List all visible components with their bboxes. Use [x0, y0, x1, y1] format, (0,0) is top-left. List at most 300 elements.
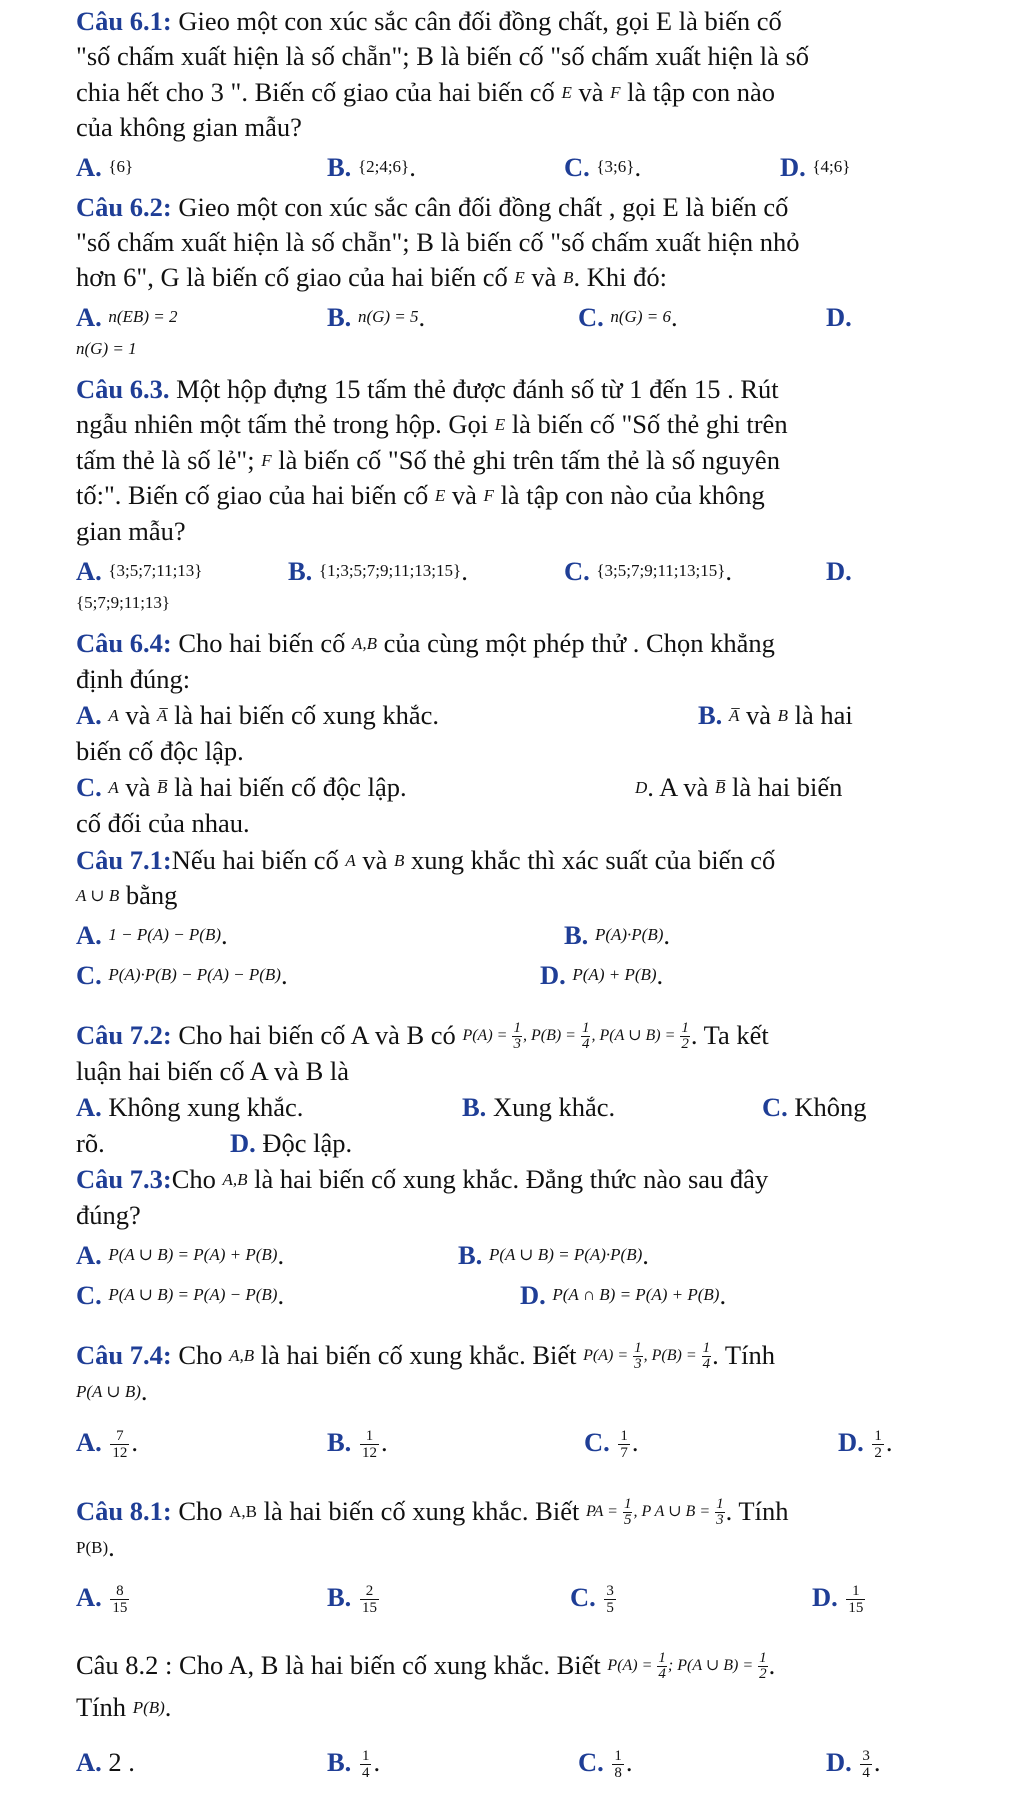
math-symbol: A — [477, 1027, 488, 1044]
option-label: C. — [570, 1582, 596, 1612]
math-symbol: A ∪ B — [614, 1027, 656, 1044]
option-b: B. n(G) = 5. — [327, 302, 426, 332]
math-symbol: P — [677, 1657, 688, 1674]
question-text: Gieo một con xúc sắc cân đối đồng chất , gọi E là biến cố — [171, 192, 789, 222]
numerator: 3 — [606, 1583, 614, 1600]
denominator: 3 — [716, 1511, 724, 1528]
option-b — [698, 698, 853, 733]
option-d — [826, 554, 852, 588]
option-d-value — [76, 586, 170, 620]
option-c: C. {3;5;7;9;11;13;15}. — [564, 556, 733, 586]
question-7-3-line-1 — [76, 1162, 768, 1197]
question-7-4-line-2: P(A ∪ B). — [76, 1376, 148, 1406]
question-6-1-line-4 — [76, 110, 302, 144]
option-value: {1;3;5;7;9;11;13;15} — [318, 561, 462, 580]
option-label: D — [635, 778, 648, 797]
question-text: là tập con nào — [620, 77, 776, 107]
numerator: 1 — [623, 1495, 632, 1512]
denominator: 4 — [581, 1035, 590, 1052]
option-b — [462, 1090, 615, 1124]
option-a — [76, 300, 177, 334]
option-value: P(A ∩ B) = P(A) + P(B) — [552, 1285, 720, 1304]
question-6-3-line-3 — [76, 443, 780, 478]
option-label: A. — [76, 1240, 102, 1270]
fraction — [657, 1651, 667, 1682]
question-text: Nếu hai biến cố — [171, 845, 346, 875]
fraction — [604, 1583, 616, 1616]
option-c: C. n(G) = 6. — [578, 302, 678, 332]
option-b: B. {1;3;5;7;9;11;13;15}. — [288, 556, 468, 586]
question-text: . Tính — [725, 1496, 789, 1526]
question-text: là hai biến cố xung khắc. Biết — [254, 1340, 584, 1370]
option-value: {6} — [108, 157, 134, 176]
option-text: và — [118, 772, 158, 802]
question-text: và — [355, 845, 395, 875]
question-text: và — [524, 262, 564, 292]
question-8-2-line-2: Tính P(B). — [76, 1692, 172, 1722]
option-a: A. 1 − P(A) − P(B). — [76, 920, 228, 950]
option-b: B. P(A)·P(B). — [564, 920, 670, 950]
fraction — [623, 1497, 633, 1528]
option-label: B. — [327, 152, 352, 182]
question-text: và — [445, 480, 484, 510]
option-text: là hai — [787, 700, 853, 730]
denominator: 7 — [620, 1445, 628, 1462]
option-d — [812, 1580, 867, 1616]
question-text: Cho hai biến cố — [171, 628, 353, 658]
math-symbol: B̅ — [157, 778, 168, 797]
numerator: 1 — [702, 1339, 711, 1356]
fraction — [715, 1497, 725, 1528]
denominator: 5 — [623, 1511, 632, 1528]
question-text: và — [571, 77, 611, 107]
question-text: đúng? — [76, 1200, 141, 1230]
option-value: P(A ∪ B) = P(A) − P(B) — [108, 1285, 278, 1304]
math-symbol: A̅ — [157, 706, 168, 725]
question-text: xung khắc thì xác suất của biến cố — [404, 845, 776, 875]
numerator: 1 — [846, 1583, 865, 1600]
question-text: là hai biến cố xung khắc. Đẳng thức nào sau đây — [247, 1164, 769, 1194]
option-d: D. $\frac{3}{4}$ . — [826, 1747, 881, 1782]
math-symbol: B — [777, 706, 788, 725]
denominator: 12 — [112, 1445, 128, 1462]
math-symbol: = — [660, 1027, 680, 1044]
option-c: C. P(A)·P(B) − P(A) − P(B). — [76, 960, 288, 990]
fraction — [633, 1341, 643, 1372]
math-symbol: B̅ — [715, 778, 726, 797]
math-symbol: , — [633, 1503, 642, 1520]
option-value: P(A ∪ B) = P(A)·P(B) — [488, 1245, 643, 1264]
question-text: "số chấm xuất hiện là số chẵn"; B là biến cố "số chấm xuất hiện là số — [76, 41, 810, 71]
math-symbol: B — [394, 851, 405, 870]
question-text: là biến cố "Số thẻ ghi trên tấm thẻ là số nguyên — [271, 445, 780, 475]
option-a — [76, 554, 202, 588]
math-symbol: A,B — [229, 1502, 258, 1521]
math-symbol: F — [483, 486, 494, 505]
question-text: tố:". Biến cố giao của hai biến cố — [76, 480, 435, 510]
numerator: 7 — [110, 1428, 129, 1445]
option-c — [570, 1580, 618, 1616]
math-symbol: E — [434, 486, 446, 505]
question-text: "số chấm xuất hiện là số chẵn"; B là biến cố "số chấm xuất hiện nhỏ — [76, 227, 800, 257]
option-b: B. $\frac{1}{4}$ . — [327, 1747, 381, 1782]
math-symbol: , — [522, 1027, 531, 1044]
option-a: A. P(A ∪ B) = P(A) + P(B). — [76, 1240, 285, 1270]
option-c — [762, 1090, 867, 1124]
question-8-1-line-1 — [76, 1494, 788, 1529]
fraction — [612, 1748, 624, 1781]
numerator: 1 — [614, 1748, 622, 1765]
numerator: 1 — [620, 1428, 628, 1445]
question-text: chia hết cho 3 ". Biến cố giao của hai biến cố — [76, 77, 562, 107]
numerator: 1 — [634, 1339, 642, 1356]
math-symbol: P — [583, 1347, 593, 1364]
option-label: C. — [578, 302, 604, 332]
math-symbol: P A ∪ B — [641, 1503, 696, 1520]
math-symbol: = — [695, 1503, 715, 1520]
option-label: C. — [76, 1280, 102, 1310]
option-text: và — [118, 700, 158, 730]
option-label: A. — [76, 152, 102, 182]
option-label: C. — [564, 152, 590, 182]
option-label: D. — [520, 1280, 546, 1310]
fraction — [110, 1428, 129, 1461]
option-label: B. — [462, 1092, 487, 1122]
math-symbol: = — [637, 1657, 657, 1674]
denominator: 15 — [361, 1600, 377, 1617]
math-symbol: A,B — [229, 1346, 255, 1365]
math-symbol: P(B) — [132, 1698, 165, 1717]
math-symbol: A — [108, 778, 119, 797]
question-label: Câu 7.2: — [76, 1020, 172, 1050]
question-7-1-line-2 — [76, 878, 177, 913]
option-label: C. — [762, 1092, 788, 1122]
math-symbol: F — [610, 83, 621, 102]
option-text: là hai biến — [725, 772, 843, 802]
probability-formula: P(A) = $\frac{1}{3}$ , P(B) = $\frac{1}{4}$ , P(A ∪ B) = $\frac{1}{2}$ — [462, 1019, 689, 1052]
question-text: . Ta kết — [690, 1020, 769, 1050]
option-b: B. $\frac{1}{12}$ . — [327, 1427, 388, 1462]
option-a: A. $\frac{7}{12}$ . — [76, 1427, 139, 1462]
question-6-3-line-1 — [76, 372, 779, 406]
option-value: {5;7;9;11;13} — [76, 593, 171, 612]
option-value: {2;4;6} — [357, 157, 410, 176]
numerator: 1 — [361, 1748, 370, 1765]
option-label: B. — [327, 1747, 352, 1777]
option-text: và — [739, 700, 778, 730]
option-a — [76, 1580, 131, 1616]
option-a — [76, 1745, 135, 1779]
fraction — [618, 1428, 630, 1461]
math-symbol: P — [530, 1027, 541, 1044]
option-label: A. — [76, 1747, 102, 1777]
option-value: {3;5;7;11;13} — [108, 561, 203, 580]
question-7-4-line-1 — [76, 1338, 775, 1373]
numerator: 3 — [862, 1748, 870, 1765]
question-text: của không gian mẫu? — [76, 112, 302, 142]
option-label: C. — [564, 556, 590, 586]
denominator: 15 — [848, 1600, 864, 1617]
question-7-3-line-2 — [76, 1198, 141, 1232]
math-symbol: A,B — [352, 634, 378, 653]
math-symbol: = — [681, 1347, 701, 1364]
math-symbol: A ∪ B — [692, 1657, 734, 1674]
math-symbol: B — [563, 268, 574, 287]
option-text: là hai biến cố độc lập. — [167, 772, 407, 802]
fraction — [872, 1428, 884, 1461]
question-label: Câu 6.1: — [76, 6, 172, 36]
question-label: Câu 7.4: — [76, 1340, 172, 1370]
question-label: Câu 6.3. — [76, 374, 170, 404]
option-label: A. — [76, 1092, 102, 1122]
numerator: 1 — [513, 1019, 521, 1036]
option-label: A. — [76, 700, 102, 730]
option-c: C. {3;6}. — [564, 152, 642, 182]
question-text: định đúng: — [76, 664, 191, 694]
math-symbol: E — [494, 415, 506, 434]
option-label: D. — [826, 302, 852, 332]
option-value: {3;6} — [596, 157, 635, 176]
option-value: Không xung khắc. — [108, 1092, 304, 1122]
numerator: 1 — [759, 1649, 767, 1666]
question-6-1-line-2 — [76, 39, 809, 73]
option-c: C. $\frac{1}{8}$ . — [578, 1747, 633, 1782]
option-label: C. — [584, 1427, 610, 1457]
math-symbol: A,B — [222, 1170, 248, 1189]
denominator: 4 — [361, 1765, 370, 1782]
option-d: D. $\frac{1}{2}$ . — [838, 1427, 893, 1462]
math-symbol: A ∪ B — [76, 886, 120, 905]
question-text: là hai biến cố xung khắc. Biết — [257, 1496, 586, 1526]
math-symbol: A — [345, 851, 356, 870]
math-symbol: P — [599, 1027, 610, 1044]
denominator: 4 — [702, 1355, 711, 1372]
option-d — [826, 300, 852, 334]
question-text: tấm thẻ là số lẻ"; — [76, 445, 262, 475]
option-label: B. — [564, 920, 589, 950]
fraction — [110, 1583, 129, 1616]
math-symbol: = — [738, 1657, 758, 1674]
question-6-2-line-1 — [76, 190, 788, 224]
math-symbol: E — [561, 83, 572, 102]
question-text: luận hai biến cố A và B là — [76, 1056, 350, 1086]
question-text: Cho — [171, 1164, 223, 1194]
question-6-3-line-2 — [76, 407, 788, 442]
option-label: A. — [76, 920, 102, 950]
question-6-1-line-3 — [76, 75, 775, 110]
option-d: D. P(A) + P(B). — [540, 960, 664, 990]
probability-formula — [585, 1495, 726, 1528]
question-text: gian mẫu? — [76, 516, 186, 546]
option-value: {4;6} — [812, 157, 851, 176]
option-value: P(A)·P(B) − P(A) − P(B) — [108, 965, 281, 984]
question-6-4-line-1 — [76, 626, 775, 661]
math-symbol: = — [492, 1027, 512, 1044]
math-symbol: A̅ — [728, 706, 740, 725]
math-symbol: B — [666, 1347, 677, 1364]
math-symbol: P(A ∪ B) — [76, 1382, 141, 1401]
question-text: là tập con nào của không — [493, 480, 765, 510]
math-symbol: A — [598, 1347, 609, 1364]
question-7-1-line-1 — [76, 843, 775, 878]
option-d — [635, 770, 842, 805]
math-symbol: A — [622, 1657, 633, 1674]
question-text: Một hộp đựng 15 tấm thẻ được đánh số từ 1 đến 15 . Rút — [169, 374, 779, 404]
math-symbol: , — [591, 1027, 600, 1044]
numerator: 8 — [110, 1583, 129, 1600]
option-label: A. — [76, 302, 102, 332]
option-value: P(A ∪ B) = P(A) + P(B) — [108, 1245, 278, 1264]
math-symbol: E — [514, 268, 525, 287]
option-d-value — [76, 332, 137, 366]
question-text: Câu 8.2 : Cho A, B là hai biến cố xung khắc. Biết — [76, 1650, 608, 1680]
numerator: 1 — [716, 1495, 724, 1512]
option-value: Độc lập. — [262, 1128, 353, 1158]
denominator: 12 — [361, 1445, 377, 1462]
question-text: Cho — [171, 1496, 230, 1526]
option-value: Xung khắc. — [492, 1092, 616, 1122]
denominator: 2 — [681, 1035, 689, 1052]
question-text: là biến cố "Số thẻ ghi trên — [505, 409, 788, 439]
fraction — [860, 1748, 872, 1781]
option-value: rõ. — [76, 1128, 105, 1158]
question-6-4-line-2 — [76, 662, 190, 696]
math-symbol: P — [607, 1657, 618, 1674]
option-label: B. — [327, 1582, 352, 1612]
question-8-1-line-2: P(B). — [76, 1532, 115, 1562]
question-7-2-line-1 — [76, 1018, 769, 1053]
question-text: hơn 6", G là biến cố giao của hai biến cố — [76, 262, 515, 292]
option-label: D. — [540, 960, 566, 990]
question-6-2-line-2 — [76, 225, 799, 259]
option-label: C. — [76, 772, 102, 802]
option-d — [780, 150, 850, 184]
question-text: . Tính — [712, 1340, 775, 1370]
option-text: . A và — [647, 772, 716, 802]
option-b-continued — [76, 734, 244, 768]
denominator: 4 — [658, 1665, 666, 1682]
math-symbol: A — [108, 706, 119, 725]
fraction — [360, 1583, 379, 1616]
numerator: 1 — [360, 1428, 379, 1445]
option-text: biến cố độc lập. — [76, 736, 244, 766]
fraction — [846, 1583, 865, 1616]
probability-formula: P(A) = $\frac{1}{3}$ , P(B) = $\frac{1}{4}$ — [583, 1339, 711, 1372]
question-text: Cho hai biến cố A và B có — [171, 1020, 463, 1050]
option-label: D. — [230, 1128, 256, 1158]
fraction — [360, 1748, 372, 1781]
option-label: D. — [826, 1747, 852, 1777]
option-c — [76, 770, 407, 805]
option-label: A. — [76, 1582, 102, 1612]
question-text: của cùng một phép thử . Chọn khẳng — [377, 628, 775, 658]
option-d-continued — [76, 806, 250, 840]
numerator: 1 — [681, 1019, 689, 1036]
option-value: {3;5;7;9;11;13;15} — [596, 561, 726, 580]
probability-formula: P(A) = $\frac{1}{4}$ ; P(A ∪ B) = $\frac{1}{2}$ — [607, 1649, 767, 1682]
denominator: 15 — [112, 1600, 128, 1617]
question-text: bằng — [119, 880, 178, 910]
option-label: D. — [826, 556, 852, 586]
option-value: n(G) = 6 — [610, 307, 671, 326]
option-label: A. — [76, 556, 102, 586]
question-label: Câu 6.4: — [76, 628, 172, 658]
option-value: n(G) = 5 — [357, 307, 419, 326]
math-symbol: ; — [667, 1657, 678, 1674]
option-value: Không — [794, 1092, 867, 1122]
math-symbol: F — [261, 451, 272, 470]
option-b: B. {2;4;6}. — [327, 152, 416, 182]
fraction — [581, 1021, 591, 1052]
fraction — [702, 1341, 712, 1372]
question-text: Tính — [76, 1692, 133, 1722]
numerator: 1 — [581, 1019, 590, 1036]
option-label: B. — [327, 1427, 352, 1457]
denominator: 8 — [614, 1765, 622, 1782]
option-label: B. — [698, 700, 723, 730]
math-symbol: P — [651, 1347, 662, 1364]
math-symbol: = — [613, 1347, 633, 1364]
option-c: C. $\frac{1}{7}$ . — [584, 1427, 639, 1462]
question-text: . Khi đó: — [573, 262, 667, 292]
option-value: P(A)·P(B) — [594, 925, 664, 944]
option-label: A. — [76, 1427, 102, 1457]
option-text: cố đối của nhau. — [76, 808, 250, 838]
numerator: 1 — [874, 1428, 882, 1445]
option-c: C. P(A ∪ B) = P(A) − P(B). — [76, 1280, 285, 1310]
question-label: Câu 7.1: — [76, 845, 172, 875]
denominator: 3 — [634, 1355, 642, 1372]
question-6-3-line-5 — [76, 514, 186, 548]
option-value: 2 . — [108, 1747, 135, 1777]
math-symbol: PA — [585, 1503, 604, 1520]
question-6-1-line-1 — [76, 4, 782, 38]
denominator: 4 — [862, 1765, 870, 1782]
math-symbol: = — [561, 1027, 580, 1044]
option-d — [230, 1126, 352, 1160]
question-6-3-line-4 — [76, 478, 765, 513]
question-label: Câu 7.3: — [76, 1164, 172, 1194]
denominator: 5 — [606, 1600, 614, 1617]
option-value: P(A) + P(B) — [572, 965, 657, 984]
option-label: D. — [780, 152, 806, 182]
question-text: Cho — [171, 1340, 230, 1370]
option-value: n(EB) = 2 — [108, 307, 178, 326]
option-label: B. — [288, 556, 313, 586]
option-label: D. — [812, 1582, 838, 1612]
question-text: Gieo một con xúc sắc cân đối đồng chất, gọi E là biến cố — [171, 6, 782, 36]
option-label: B. — [327, 302, 352, 332]
fraction — [360, 1428, 379, 1461]
option-b: B. P(A ∪ B) = P(A)·P(B). — [458, 1240, 649, 1270]
question-label: Câu 6.2: — [76, 192, 172, 222]
math-symbol: , — [643, 1347, 652, 1364]
question-text: ngẫu nhiên một tấm thẻ trong hộp. Gọi — [76, 409, 495, 439]
fraction — [758, 1651, 768, 1682]
option-c-continued — [76, 1126, 105, 1160]
option-label: B. — [458, 1240, 483, 1270]
option-text: là hai biến cố xung khắc. — [167, 700, 439, 730]
math-symbol: P(B) — [76, 1538, 109, 1557]
denominator: 2 — [759, 1665, 767, 1682]
option-value: 1 − P(A) − P(B) — [108, 925, 222, 944]
numerator: 1 — [658, 1649, 666, 1666]
fraction — [680, 1021, 690, 1052]
option-b — [327, 1580, 381, 1616]
option-label: D. — [838, 1427, 864, 1457]
option-value: n(G) = 1 — [76, 339, 137, 358]
math-symbol: P — [462, 1027, 473, 1044]
